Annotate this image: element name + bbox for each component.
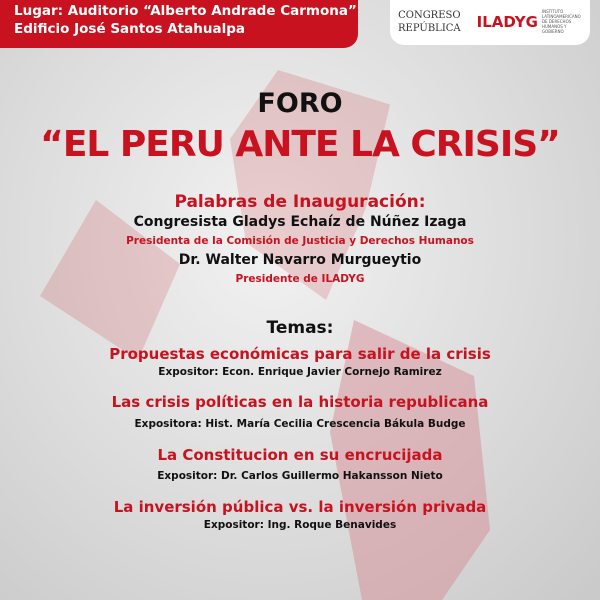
tema-expositor: Expositor: Dr. Carlos Guillermo Hakansson Nieto: [157, 470, 443, 482]
speaker-role: Presidenta de la Comisión de Justicia y Derechos Humanos: [126, 235, 474, 247]
tema-expositor: Expositora: Hist. María Cecilia Crescencia Bákula Budge: [134, 418, 466, 430]
congreso-logo-line1: CONGRESO: [398, 9, 461, 21]
iladyg-logo: [477, 1, 582, 34]
tema-title: Propuestas económicas para salir de la crisis: [109, 345, 491, 363]
venue-building: Edificio José Santos Atahualpa: [14, 21, 245, 37]
speaker-role: Presidente de ILADYG: [235, 273, 365, 285]
congreso-logo-line2: REPÚBLICA: [398, 22, 461, 34]
venue-banner: [0, 0, 358, 48]
tema-title: Las crisis políticas en la historia republicana: [111, 393, 489, 411]
tema-expositor: Expositor: Econ. Enrique Javier Cornejo Ramirez: [158, 366, 442, 378]
foro-label: FORO: [257, 88, 343, 119]
tema-title: La Constitucion en su encrucijada: [157, 446, 443, 464]
congreso-logo: [398, 1, 461, 35]
temas-heading: Temas:: [266, 318, 334, 338]
tema-title: La inversión pública vs. la inversión privada: [113, 498, 487, 516]
iladyg-logo-mark: ILADYG: [476, 12, 538, 31]
speaker-name: Congresista Gladys Echaíz de Núñez Izaga: [133, 214, 467, 230]
speaker-name: Dr. Walter Navarro Murgueytio: [178, 252, 422, 268]
tema-expositor: Expositor: Ing. Roque Benavides: [203, 519, 397, 531]
venue-location: Lugar: Auditorio “Alberto Andrade Carmona”: [14, 3, 357, 19]
logos-panel: [390, 0, 590, 45]
inauguracion-heading: Palabras de Inauguración:: [174, 192, 426, 212]
event-title: “EL PERU ANTE LA CRISIS”: [40, 124, 560, 165]
iladyg-logo-text: INSTITUTO LATINOAMERICANO DE DERECHOS HUMANOS Y GOBIERNO: [541, 9, 581, 34]
